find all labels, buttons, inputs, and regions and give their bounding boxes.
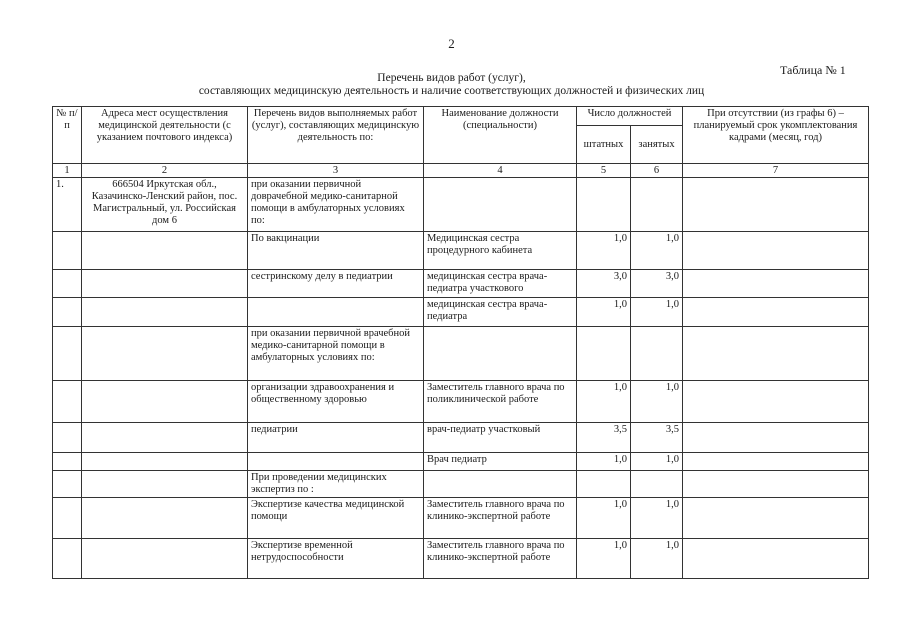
row-address bbox=[82, 270, 248, 298]
row-work: Экспертизе временной нетрудоспособности bbox=[248, 539, 424, 579]
row-position: Заместитель главного врача по поликлинической работе bbox=[424, 381, 577, 423]
table-row bbox=[53, 453, 869, 471]
row-absence bbox=[683, 539, 869, 579]
table-row bbox=[53, 423, 869, 453]
row-occupied bbox=[631, 327, 683, 381]
row-position: Заместитель главного врача по клинико-экспертной работе bbox=[424, 539, 577, 579]
table-row bbox=[53, 270, 869, 298]
row-work: При проведении медицинских экспертиз по : bbox=[248, 471, 424, 498]
row-work: педиатрии bbox=[248, 423, 424, 453]
document-title bbox=[0, 72, 903, 98]
row-position: Заместитель главного врача по клинико-экспертной работе bbox=[424, 498, 577, 539]
row-position: Врач педиатр bbox=[424, 453, 577, 471]
row-absence bbox=[683, 327, 869, 381]
row-num bbox=[53, 423, 82, 453]
row-position: медицинская сестра врача-педиатра участкового bbox=[424, 270, 577, 298]
title-line-1: Перечень видов работ (услуг), bbox=[377, 72, 526, 84]
table-row bbox=[53, 327, 869, 381]
row-num bbox=[53, 381, 82, 423]
row-staff bbox=[577, 327, 631, 381]
row-position bbox=[424, 178, 577, 232]
row-address bbox=[82, 498, 248, 539]
row-num bbox=[53, 270, 82, 298]
table-row bbox=[53, 539, 869, 579]
row-absence bbox=[683, 232, 869, 270]
row-absence bbox=[683, 298, 869, 327]
table-row bbox=[53, 471, 869, 498]
row-num bbox=[53, 232, 82, 270]
row-absence bbox=[683, 498, 869, 539]
header-num: № п/п bbox=[53, 107, 82, 164]
table-label: Таблица № 1 bbox=[780, 63, 846, 77]
header-address: Адреса мест осуществления медицинской деятельности (с указанием почтового индекса) bbox=[82, 107, 248, 164]
colnum: 1 bbox=[53, 164, 82, 178]
row-occupied: 1,0 bbox=[631, 453, 683, 471]
row-address bbox=[82, 298, 248, 327]
row-work: организации здравоохранения и общественному здоровью bbox=[248, 381, 424, 423]
table-row bbox=[53, 298, 869, 327]
row-num: 1. bbox=[53, 178, 82, 232]
row-occupied: 3,5 bbox=[631, 423, 683, 453]
row-occupied bbox=[631, 178, 683, 232]
row-work bbox=[248, 453, 424, 471]
row-absence bbox=[683, 423, 869, 453]
page-number: 2 bbox=[448, 36, 455, 51]
row-num bbox=[53, 298, 82, 327]
row-staff: 1,0 bbox=[577, 381, 631, 423]
row-staff: 1,0 bbox=[577, 498, 631, 539]
row-absence bbox=[683, 270, 869, 298]
title-line-2: составляющих медицинскую деятельность и наличие соответствующих должностей и физических лиц bbox=[198, 85, 705, 97]
row-address bbox=[82, 539, 248, 579]
header-position: Наименование должности (специальности) bbox=[424, 107, 577, 164]
row-address bbox=[82, 327, 248, 381]
row-staff bbox=[577, 471, 631, 498]
row-occupied: 1,0 bbox=[631, 539, 683, 579]
row-num bbox=[53, 539, 82, 579]
table-row bbox=[53, 381, 869, 423]
colnum: 3 bbox=[248, 164, 424, 178]
row-staff: 1,0 bbox=[577, 232, 631, 270]
row-num bbox=[53, 327, 82, 381]
row-work: Экспертизе качества медицинской помощи bbox=[248, 498, 424, 539]
colnum: 4 bbox=[424, 164, 577, 178]
row-work: при оказании первичной доврачебной медико-санитарной помощи в амбулаторных условиях по: bbox=[248, 178, 424, 232]
row-work: По вакцинации bbox=[248, 232, 424, 270]
works-table bbox=[52, 106, 869, 579]
colnum: 7 bbox=[683, 164, 869, 178]
row-occupied: 1,0 bbox=[631, 232, 683, 270]
header-count: Число должностей bbox=[577, 107, 683, 126]
row-work bbox=[248, 298, 424, 327]
header-works: Перечень видов выполняемых работ (услуг), составляющих медицинскую деятельность по: bbox=[248, 107, 424, 164]
row-address bbox=[82, 423, 248, 453]
row-num bbox=[53, 498, 82, 539]
colnum: 2 bbox=[82, 164, 248, 178]
row-num bbox=[53, 471, 82, 498]
row-staff: 1,0 bbox=[577, 539, 631, 579]
row-address bbox=[82, 232, 248, 270]
row-work: сестринскому делу в педиатрии bbox=[248, 270, 424, 298]
table-row bbox=[53, 232, 869, 270]
row-num bbox=[53, 453, 82, 471]
header-absence: При отсутствии (из графы 6) – планируемый срок укомплектования кадрами (месяц, год) bbox=[683, 107, 869, 164]
row-address bbox=[82, 453, 248, 471]
row-absence bbox=[683, 178, 869, 232]
row-address: 666504 Иркутская обл., Казачинско-Ленский район, пос. Магистральный, ул. Российская дом 6 bbox=[82, 178, 248, 232]
row-occupied: 3,0 bbox=[631, 270, 683, 298]
row-staff: 3,5 bbox=[577, 423, 631, 453]
colnum: 5 bbox=[577, 164, 631, 178]
header-occupied: занятых bbox=[631, 126, 683, 164]
colnum: 6 bbox=[631, 164, 683, 178]
row-position: медицинская сестра врача-педиатра bbox=[424, 298, 577, 327]
row-occupied: 1,0 bbox=[631, 498, 683, 539]
row-address bbox=[82, 471, 248, 498]
row-staff: 1,0 bbox=[577, 453, 631, 471]
row-staff: 3,0 bbox=[577, 270, 631, 298]
row-absence bbox=[683, 471, 869, 498]
row-position bbox=[424, 471, 577, 498]
row-work: при оказании первичной врачебной медико-санитарной помощи в амбулаторных условиях по: bbox=[248, 327, 424, 381]
row-absence bbox=[683, 381, 869, 423]
row-position: врач-педиатр участковый bbox=[424, 423, 577, 453]
row-staff bbox=[577, 178, 631, 232]
row-occupied: 1,0 bbox=[631, 298, 683, 327]
row-absence bbox=[683, 453, 869, 471]
row-position bbox=[424, 327, 577, 381]
row-occupied bbox=[631, 471, 683, 498]
table-row bbox=[53, 178, 869, 232]
row-staff: 1,0 bbox=[577, 298, 631, 327]
row-position: Медицинская сестра процедурного кабинета bbox=[424, 232, 577, 270]
row-occupied: 1,0 bbox=[631, 381, 683, 423]
row-address bbox=[82, 381, 248, 423]
header-staff: штатных bbox=[577, 126, 631, 164]
table-row bbox=[53, 498, 869, 539]
